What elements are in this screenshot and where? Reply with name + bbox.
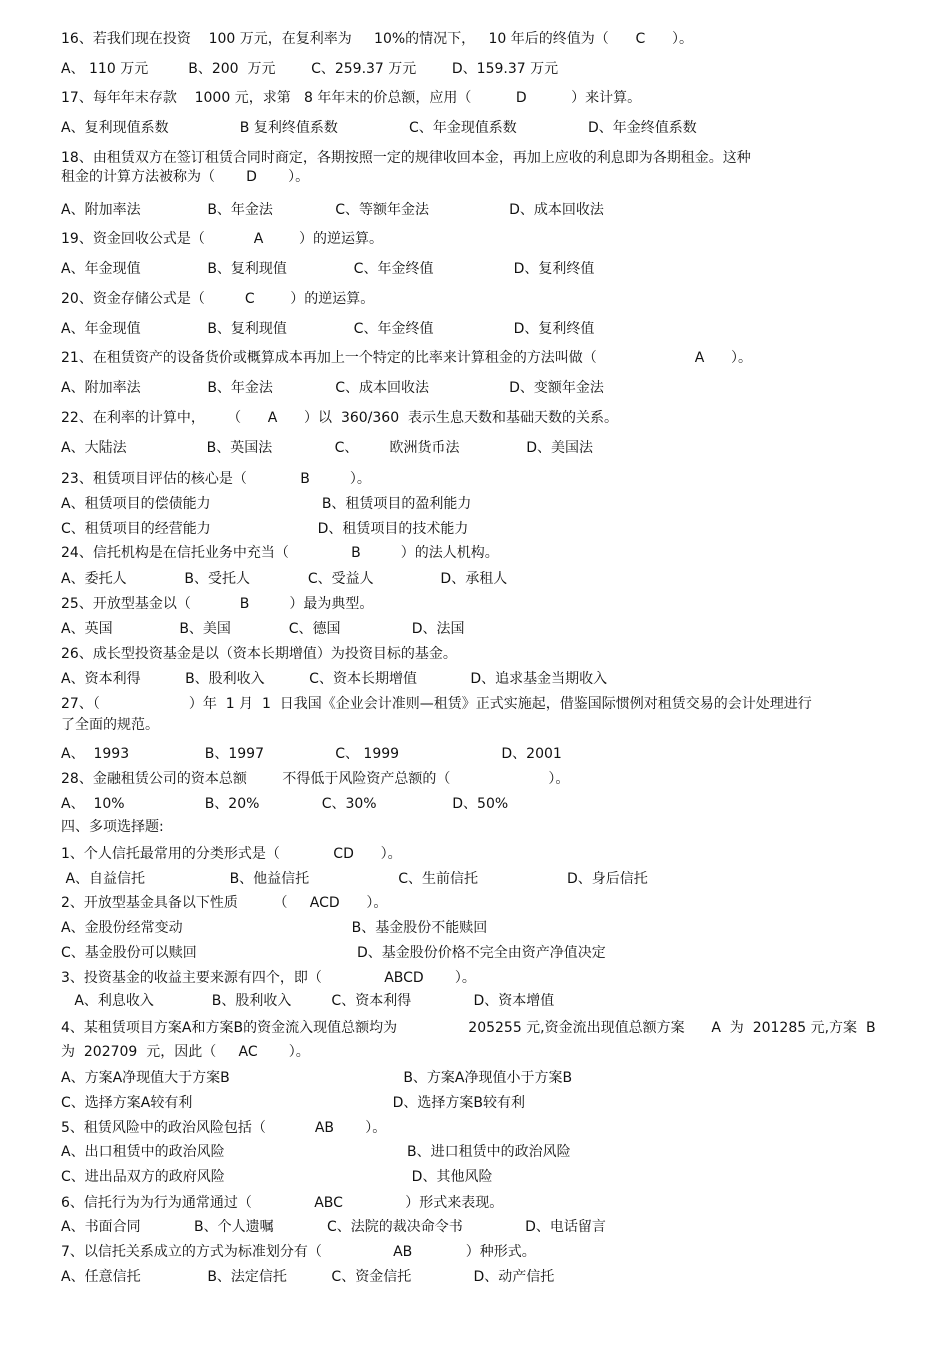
question-27-cont: 了全面的规范。	[61, 717, 159, 733]
question-23: 23、租赁项目评估的核心是（ B ）。	[61, 471, 371, 487]
multi-question-2: 2、开放型基金具备以下性质 （ ACD ）。	[61, 895, 388, 911]
question-26-options: A、资本利得 B、股利收入 C、资本长期增值 D、追求基金当期收入	[61, 671, 608, 687]
multi-question-5: 5、租赁风险中的政治风险包括（ AB ）。	[61, 1120, 387, 1136]
multi-question-1: 1、个人信托最常用的分类形式是（ CD ）。	[61, 846, 402, 862]
question-19-options: A、年金现值 B、复利现值 C、年金终值 D、复利终值	[61, 261, 595, 277]
section-heading: 四、多项选择题:	[61, 819, 164, 835]
multi-question-1-options: A、自益信托 B、他益信托 C、生前信托 D、身后信托	[61, 871, 648, 887]
question-28: 28、金融租赁公司的资本总额 不得低于风险资产总额的（ ）。	[61, 771, 570, 787]
question-18-cont: 租金的计算方法被称为（ D ）。	[61, 169, 310, 185]
question-16-options: A、 110 万元 B、200 万元 C、259.37 万元 D、159.37 万元	[61, 61, 559, 77]
question-22-options: A、大陆法 B、英国法 C、 欧洲货币法 D、美国法	[61, 440, 594, 456]
multi-question-6: 6、信托行为为行为通常通过（ ABC ）形式来表现。	[61, 1195, 504, 1211]
multi-question-4: 4、某租赁项目方案A和方案B的资金流入现值总额均为 205255 元,资金流出现值总额方案 A 为 201285 元,方案 B	[61, 1020, 876, 1036]
question-27-options: A、 1993 B、1997 C、 1999 D、2001	[61, 746, 562, 762]
question-17: 17、每年年末存款 1000 元，求第 8 年年末的价总额，应用（ D ）来计算。	[61, 90, 642, 106]
question-21-options: A、附加率法 B、年金法 C、成本回收法 D、变额年金法	[61, 380, 604, 396]
multi-question-3: 3、投资基金的收益主要来源有四个，即（ ABCD ）。	[61, 970, 476, 986]
question-18-options: A、附加率法 B、年金法 C、等额年金法 D、成本回收法	[61, 202, 604, 218]
question-23-options-cd: C、租赁项目的经营能力 D、租赁项目的技术能力	[61, 521, 469, 537]
question-17-options: A、复利现值系数 B 复利终值系数 C、年金现值系数 D、年金终值系数	[61, 120, 697, 136]
question-27: 27、（ ）年 1 月 1 日我国《企业会计准则—租赁》正式实施起，借鉴国际惯例对租赁交易的会计处理进行	[61, 696, 812, 712]
question-16: 16、若我们现在投资 100 万元，在复利率为 10%的情况下， 10 年后的终值为（ C ）。	[61, 31, 693, 47]
question-25: 25、开放型基金以（ B ）最为典型。	[61, 596, 374, 612]
question-24: 24、信托机构是在信托业务中充当（ B ）的法人机构。	[61, 545, 499, 561]
question-19: 19、资金回收公式是（ A ）的逆运算。	[61, 231, 383, 247]
question-23-options-ab: A、租赁项目的偿债能力 B、租赁项目的盈利能力	[61, 496, 472, 512]
multi-question-4-options-ab: A、方案A净现值大于方案B B、方案A净现值小于方案B	[61, 1070, 573, 1086]
question-21: 21、在租赁资产的设备货价或概算成本再加上一个特定的比率来计算租金的方法叫做（ A ）。	[61, 350, 752, 366]
question-28-options: A、 10% B、20% C、30% D、50%	[61, 796, 509, 812]
question-20-options: A、年金现值 B、复利现值 C、年金终值 D、复利终值	[61, 321, 595, 337]
multi-question-4-cont: 为 202709 元，因此（ AC ）。	[61, 1044, 310, 1060]
question-26: 26、成长型投资基金是以（资本长期增值）为投资目标的基金。	[61, 646, 457, 662]
question-25-options: A、英国 B、美国 C、德国 D、法国	[61, 621, 465, 637]
question-22: 22、在利率的计算中， （ A ）以 360/360 表示生息天数和基础天数的关系。	[61, 410, 619, 426]
multi-question-5-options-ab: A、出口租赁中的政治风险 B、进口租赁中的政治风险	[61, 1144, 571, 1160]
multi-question-6-options: A、书面合同 B、个人遗嘱 C、法院的裁决命令书 D、电话留言	[61, 1219, 606, 1235]
question-18: 18、由租赁双方在签订租赁合同时商定，各期按照一定的规律收回本金，再加上应收的利息即为各期租金。这种	[61, 150, 751, 166]
question-20: 20、资金存储公式是（ C ）的逆运算。	[61, 291, 375, 307]
question-24-options: A、委托人 B、受托人 C、受益人 D、承租人	[61, 571, 508, 587]
multi-question-3-options: A、利息收入 B、股利收入 C、资本利得 D、资本增值	[61, 993, 555, 1009]
multi-question-7-options: A、任意信托 B、法定信托 C、资金信托 D、动产信托	[61, 1269, 555, 1285]
multi-question-5-options-cd: C、进出品双方的政府风险 D、其他风险	[61, 1169, 493, 1185]
multi-question-7: 7、以信托关系成立的方式为标准划分有（ AB ）种形式。	[61, 1244, 536, 1260]
multi-question-2-options-cd: C、基金股份可以赎回 D、基金股份价格不完全由资产净值决定	[61, 945, 606, 961]
multi-question-2-options-ab: A、金股份经常变动 B、基金股份不能赎回	[61, 920, 488, 936]
multi-question-4-options-cd: C、选择方案A较有利 D、选择方案B较有利	[61, 1095, 525, 1111]
